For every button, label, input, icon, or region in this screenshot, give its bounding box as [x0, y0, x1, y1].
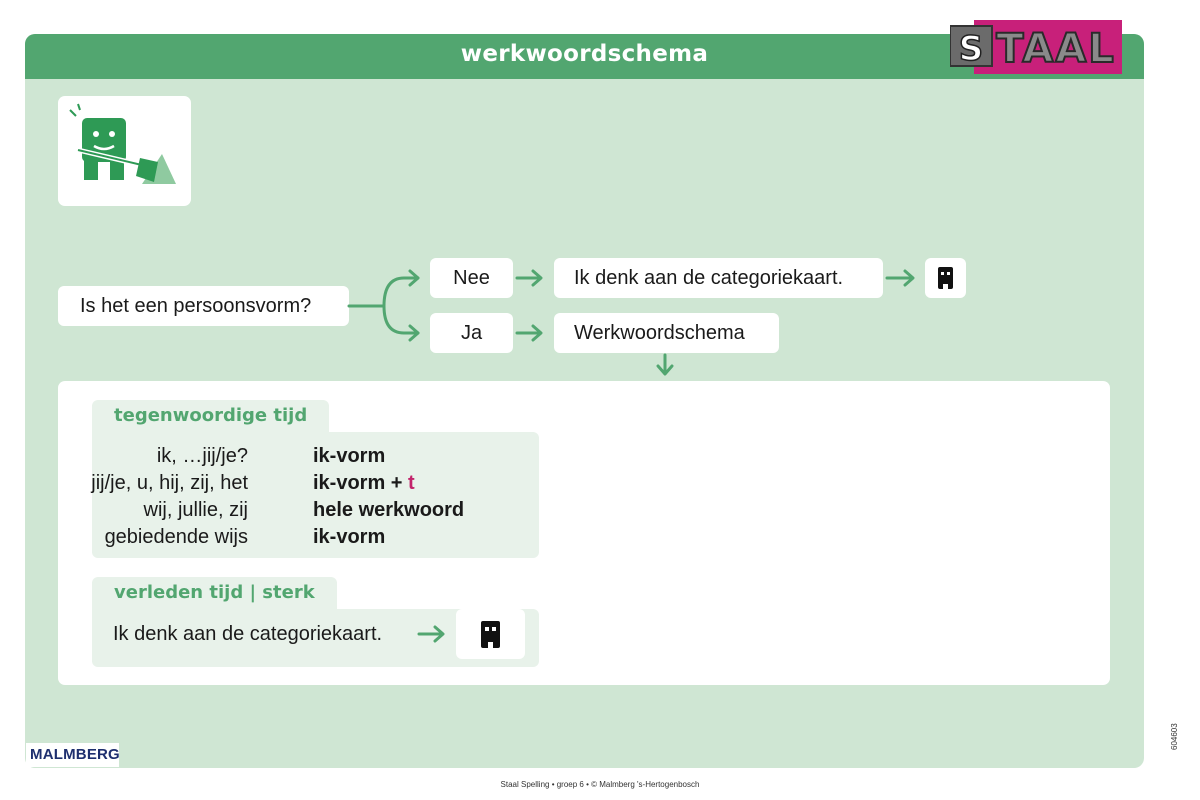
no-result-box: Ik denk aan de categoriekaart. — [554, 258, 883, 298]
past-tense-tab: verleden tijd | sterk — [92, 577, 337, 609]
page-title: werkwoordschema — [460, 41, 709, 67]
present-subject: ik, …jij/je? — [156, 445, 248, 467]
question-box: Is het een persoonsvorm? — [58, 286, 349, 326]
footer-credit: Staal Spelling • groep 6 • © Malmberg 's-Hertogenbosch — [500, 780, 700, 789]
present-form-base: ik-vorm + — [313, 472, 409, 494]
present-subject: wij, jullie, zij — [143, 499, 248, 521]
present-form-suffix: t — [408, 472, 415, 494]
answer-yes: Ja — [430, 313, 513, 353]
malmberg-logo: MALMBERG — [26, 743, 119, 767]
present-subject: gebiedende wijs — [104, 526, 248, 548]
present-form: ik-vorm — [313, 445, 386, 467]
present-form: hele werkwoord — [313, 499, 465, 521]
yes-result-box: Werkwoordschema — [554, 313, 779, 353]
past-text: Ik denk aan de categoriekaart. — [113, 623, 383, 645]
logo-letter-s: S — [958, 29, 984, 69]
logo-letters-taal: TAAL — [996, 26, 1116, 72]
answer-no: Nee — [430, 258, 513, 298]
present-tense-tab: tegenwoordige tijd — [92, 400, 329, 432]
product-code: 604603 — [1170, 723, 1179, 750]
present-form: ik-vorm — [313, 526, 386, 548]
present-subject: jij/je, u, hij, zij, het — [91, 472, 248, 494]
